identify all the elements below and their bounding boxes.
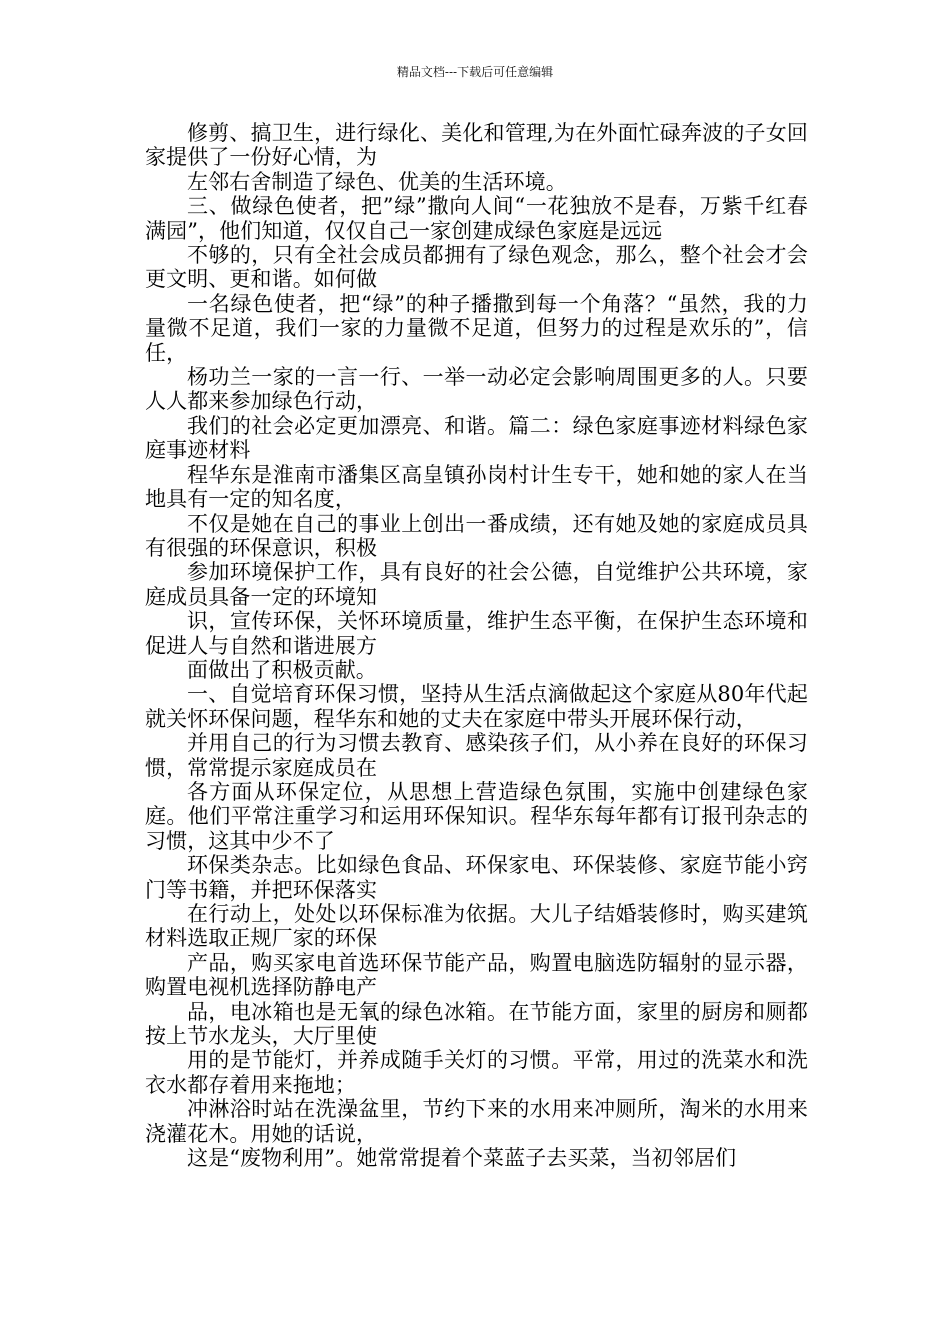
paragraph: 左邻右舍制造了绿色、优美的生活环境。 <box>187 169 567 194</box>
paragraph: 品，电冰箱也是无氧的绿色冰箱。在节能方面，家里的厨房和厕都按上节水龙头，大厅里使 <box>145 999 808 1049</box>
paragraph: 不够的，只有全社会成员都拥有了绿色观念，那么，整个社会才会更文明、更和谐。如何做 <box>145 243 808 292</box>
paragraph: 识，宣传环保，关怀环境质量，维护生态平衡，在保护生态环境和促进人与自然和谐进展方 <box>145 609 808 658</box>
document-body <box>145 121 808 1170</box>
paragraph: 冲淋浴时站在洗澡盆里，节约下来的水用来冲厕所，淘米的水用来浇灌花木。用她的话说， <box>145 1097 808 1146</box>
paragraph: 不仅是她在自己的事业上创出一番成绩，还有她及她的家庭成员具有很强的环保意识，积极 <box>145 511 808 560</box>
paragraph: 一、自觉培育环保习惯，坚持从生活点滴做起这个家庭从80年代起就关怀环保问题，程华东和她的丈夫在家庭中带头开展环保行动， <box>145 682 808 731</box>
paragraph: 在行动上，处处以环保标准为依据。大儿子结婚装修时，购买建筑材料选取正规厂家的环保 <box>145 902 808 951</box>
paragraph: 参加环境保护工作，具有良好的社会公德，自觉维护公共环境，家庭成员具备一定的环境知 <box>145 560 808 609</box>
paragraph: 我们的社会必定更加漂亮、和谐。篇二：绿色家庭事迹材料绿色家庭事迹材料 <box>145 413 808 463</box>
paragraph: 三、做绿色使者，把”绿”撒向人间“一花独放不是春，万紫千红春满园”，他们知道，仅仅自己一家创建成绿色家庭是远远 <box>145 194 808 243</box>
paragraph: 各方面从环保定位，从思想上营造绿色氛围，实施中创建绿色家庭。他们平常注重学习和运用环保知识。程华东每年都有订报刊杂志的习惯，这其中少不了 <box>145 779 808 853</box>
paragraph: 程华东是淮南市潘集区高皇镇孙岗村计生专干，她和她的家人在当地具有一定的知名度， <box>145 462 808 512</box>
paragraph: 这是“废物利用”。她常常提着个菜蓝子去买菜，当初邻居们 <box>187 1146 737 1171</box>
paragraph: 杨功兰一家的一言一行、一举一动必定会影响周围更多的人。只要人人都来参加绿色行动， <box>145 365 808 414</box>
paragraph: 并用自己的行为习惯去教育、感染孩子们，从小养在良好的环保习惯，常常提示家庭成员在 <box>145 731 808 780</box>
paragraph: 一名绿色使者，把“绿”的种子播撒到每一个角落？“虽然，我的力量微不足道，我们一家的力量微不足道，但努力的过程是欢乐的”，信任， <box>145 291 808 365</box>
page-header: 精品文档---下载后可任意编辑 <box>396 65 554 79</box>
paragraph: 面做出了积极贡献。 <box>187 657 377 682</box>
paragraph: 用的是节能灯，并养成随手关灯的习惯。平常，用过的洗菜水和洗衣水都存着用来拖地； <box>145 1048 808 1097</box>
paragraph: 环保类杂志。比如绿色食品、环保家电、环保装修、家庭节能小窍门等书籍，并把环保落实 <box>145 853 808 902</box>
paragraph: 修剪、搞卫生，进行绿化、美化和管理,为在外面忙碌奔波的子女回家提供了一份好心情，为 <box>145 121 808 170</box>
paragraph: 产品，购买家电首选环保节能产品，购置电脑选防辐射的显示器，购置电视机选择防静电产 <box>145 950 808 1000</box>
